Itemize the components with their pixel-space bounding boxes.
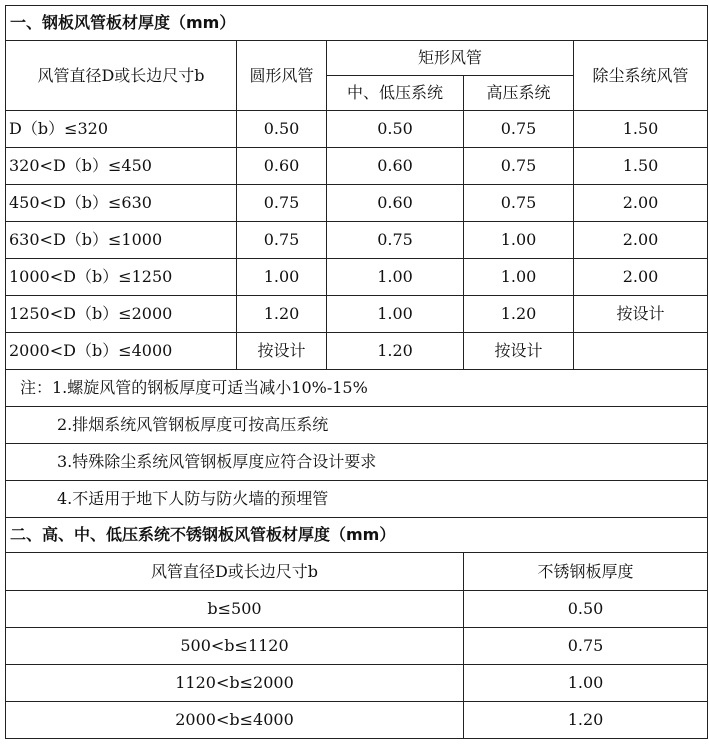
table-row xyxy=(6,591,708,628)
round-cell: 0.50 xyxy=(237,111,327,148)
section2-header-row xyxy=(6,553,708,591)
low-mid-cell: 1.00 xyxy=(327,296,464,333)
table-row xyxy=(6,628,708,665)
size-cell: 2000<b≤4000 xyxy=(6,702,464,739)
low-mid-cell: 0.75 xyxy=(327,222,464,259)
size-cell: 2000<D（b）≤4000 xyxy=(6,333,237,370)
size-cell: 500<b≤1120 xyxy=(6,628,464,665)
table-row xyxy=(6,222,708,259)
dust-cell: 1.50 xyxy=(574,148,708,185)
size-cell: 320<D（b）≤450 xyxy=(6,148,237,185)
header-stainless-thickness: 不锈钢板厚度 xyxy=(464,553,708,591)
note-row xyxy=(6,481,708,518)
size-cell: 1250<D（b）≤2000 xyxy=(6,296,237,333)
stainless-duct-thickness-table xyxy=(5,517,708,739)
dust-cell: 1.50 xyxy=(574,111,708,148)
low-mid-cell: 0.60 xyxy=(327,185,464,222)
table-row xyxy=(6,185,708,222)
steel-duct-thickness-table xyxy=(5,5,708,518)
round-cell: 0.60 xyxy=(237,148,327,185)
note-row xyxy=(6,370,708,407)
note-1: 注：1.螺旋风管的钢板厚度可适当减小10%-15% xyxy=(6,370,708,407)
dust-cell: 2.00 xyxy=(574,222,708,259)
header-size: 风管直径D或长边尺寸b xyxy=(6,553,464,591)
round-cell: 按设计 xyxy=(237,333,327,370)
header-diameter: 风管直径D或长边尺寸b xyxy=(6,41,237,111)
round-cell: 1.00 xyxy=(237,259,327,296)
section1-header-row-1 xyxy=(6,41,708,76)
dust-cell: 2.00 xyxy=(574,185,708,222)
thickness-cell: 0.75 xyxy=(464,628,708,665)
round-cell: 0.75 xyxy=(237,185,327,222)
table-row xyxy=(6,111,708,148)
size-cell: 450<D（b）≤630 xyxy=(6,185,237,222)
thickness-cell: 1.20 xyxy=(464,702,708,739)
high-cell: 0.75 xyxy=(464,111,574,148)
note-row xyxy=(6,407,708,444)
high-cell: 0.75 xyxy=(464,148,574,185)
low-mid-cell: 1.20 xyxy=(327,333,464,370)
table-row xyxy=(6,259,708,296)
header-rect-low-mid: 中、低压系统 xyxy=(327,76,464,111)
section1-title: 一、钢板风管板材厚度（mm） xyxy=(6,6,708,41)
header-dust-duct: 除尘系统风管 xyxy=(574,41,708,111)
header-round-duct: 圆形风管 xyxy=(237,41,327,111)
section2-title: 二、高、中、低压系统不锈钢板风管板材厚度（mm） xyxy=(6,518,708,553)
size-cell: 630<D（b）≤1000 xyxy=(6,222,237,259)
table-row xyxy=(6,702,708,739)
dust-cell xyxy=(574,333,708,370)
note-3: 3.特殊除尘系统风管钢板厚度应符合设计要求 xyxy=(6,444,708,481)
header-rect-duct: 矩形风管 xyxy=(327,41,574,76)
thickness-cell: 1.00 xyxy=(464,665,708,702)
size-cell: 1120<b≤2000 xyxy=(6,665,464,702)
dust-cell: 2.00 xyxy=(574,259,708,296)
size-cell: D（b）≤320 xyxy=(6,111,237,148)
high-cell: 1.00 xyxy=(464,222,574,259)
note-4: 4.不适用于地下人防与防火墙的预埋管 xyxy=(6,481,708,518)
table-row xyxy=(6,296,708,333)
high-cell: 1.00 xyxy=(464,259,574,296)
section2-title-row xyxy=(6,518,708,553)
note-row xyxy=(6,444,708,481)
low-mid-cell: 1.00 xyxy=(327,259,464,296)
thickness-cell: 0.50 xyxy=(464,591,708,628)
size-cell: b≤500 xyxy=(6,591,464,628)
high-cell: 1.20 xyxy=(464,296,574,333)
round-cell: 1.20 xyxy=(237,296,327,333)
high-cell: 0.75 xyxy=(464,185,574,222)
size-cell: 1000<D（b）≤1250 xyxy=(6,259,237,296)
dust-cell: 按设计 xyxy=(574,296,708,333)
high-cell: 按设计 xyxy=(464,333,574,370)
low-mid-cell: 0.60 xyxy=(327,148,464,185)
table-row xyxy=(6,665,708,702)
document-frame xyxy=(5,5,707,739)
table-row xyxy=(6,148,708,185)
low-mid-cell: 0.50 xyxy=(327,111,464,148)
table-row xyxy=(6,333,708,370)
section1-title-row xyxy=(6,6,708,41)
note-2: 2.排烟系统风管钢板厚度可按高压系统 xyxy=(6,407,708,444)
header-rect-high: 高压系统 xyxy=(464,76,574,111)
round-cell: 0.75 xyxy=(237,222,327,259)
